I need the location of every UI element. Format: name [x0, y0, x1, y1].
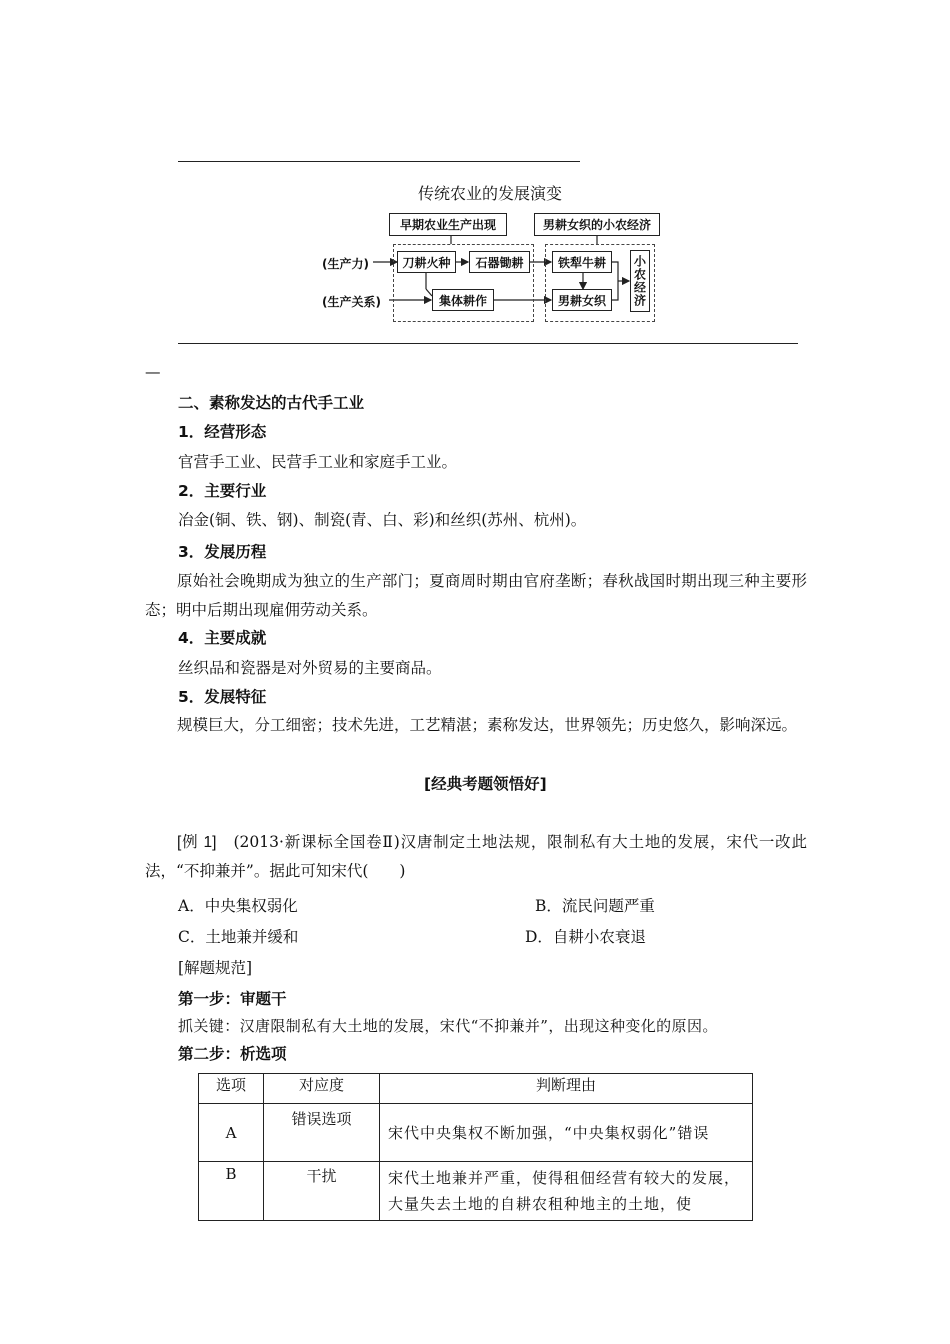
item-text-4: 丝织品和瓷器是对外贸易的主要商品。	[178, 659, 442, 677]
item-title-1: 1．经营形态	[178, 423, 267, 441]
option-b: B．流民问题严重	[535, 897, 655, 915]
stray-dash: —	[145, 363, 161, 381]
item-text-2: 冶金(铜、铁、钢)、制瓷(青、白、彩)和丝织(苏州、杭州)。	[178, 511, 587, 529]
option-a: A．中央集权弱化	[178, 897, 298, 915]
item-title-5: 5．发展特征	[178, 688, 267, 706]
diagram-bottom-rule	[178, 343, 798, 344]
step1-title: 第一步：审题干	[178, 990, 287, 1008]
diagram-header-left: 早期农业生产出现	[389, 213, 507, 236]
example-label: [例 1]	[177, 834, 217, 851]
diagram-box-men-women: 男耕女织	[552, 289, 612, 311]
step1-text: 抓关键：汉唐限制私有大土地的发展，宋代“不抑兼并”，出现这种变化的原因。	[178, 1017, 718, 1035]
table-cell-degree: 错误选项	[264, 1104, 380, 1162]
table-header: 对应度	[264, 1074, 380, 1104]
table-cell-degree: 干扰	[264, 1162, 380, 1221]
item-title-2: 2．主要行业	[178, 482, 267, 500]
item-title-3: 3．发展历程	[178, 543, 267, 561]
diagram-label-relations: (生产关系)	[322, 295, 381, 309]
item-text-5: 规模巨大，分工细密；技术先进，工艺精湛；素称发达，世界领先；历史悠久，影响深远。	[177, 716, 798, 734]
table-header: 选项	[199, 1074, 264, 1104]
example-question	[145, 828, 807, 886]
diagram-box-iron-ox: 铁犁牛耕	[552, 251, 612, 273]
table-cell-option: A	[199, 1104, 264, 1162]
solve-heading: [解题规范]	[178, 959, 253, 977]
question-text: (2013·新课标全国卷Ⅱ)汉唐制定土地法规，限制私有大土地的发展，宋代一改此法，“不抑兼并”。据此可知宋代( )	[145, 833, 807, 880]
table-row	[199, 1162, 753, 1221]
option-d: D．自耕小农衰退	[525, 928, 646, 946]
table-row	[199, 1104, 753, 1162]
option-c: C．土地兼并缓和	[178, 928, 299, 946]
item-title-4: 4．主要成就	[178, 629, 267, 647]
diagram-title: 传统农业的发展演变	[418, 184, 563, 203]
table-cell-reason: 宋代中央集权不断加强，“中央集权弱化”错误	[380, 1104, 753, 1162]
diagram-box-slash-burn: 刀耕火种	[397, 251, 456, 273]
table-cell-option: B	[199, 1162, 264, 1221]
step2-title: 第二步：析选项	[178, 1045, 287, 1063]
section-heading: 二、素称发达的古代手工业	[178, 394, 365, 412]
diagram-box-collective: 集体耕作	[432, 289, 494, 311]
classic-heading: [经典考题领悟好]	[424, 775, 547, 793]
table-header: 判断理由	[380, 1074, 753, 1104]
diagram-header-right: 男耕女织的小农经济	[534, 213, 660, 236]
diagram-box-stone-hoe: 石器锄耕	[469, 251, 530, 273]
item-text-1: 官营手工业、民营手工业和家庭手工业。	[178, 453, 458, 471]
item-text-3: 原始社会晚期成为独立的生产部门；夏商周时期由官府垄断；春秋战国时期出现三种主要形态；明中后期出现雇佣劳动关系。	[145, 572, 807, 619]
table-header-row	[199, 1074, 753, 1104]
diagram-box-small-farm: 小农经济	[630, 250, 650, 312]
diagram-label-productivity: (生产力)	[322, 257, 369, 271]
analysis-table	[198, 1073, 753, 1221]
table-cell-reason: 宋代土地兼并严重，使得租佃经营有较大的发展，大量失去土地的自耕农租种地主的土地，使	[380, 1162, 753, 1221]
